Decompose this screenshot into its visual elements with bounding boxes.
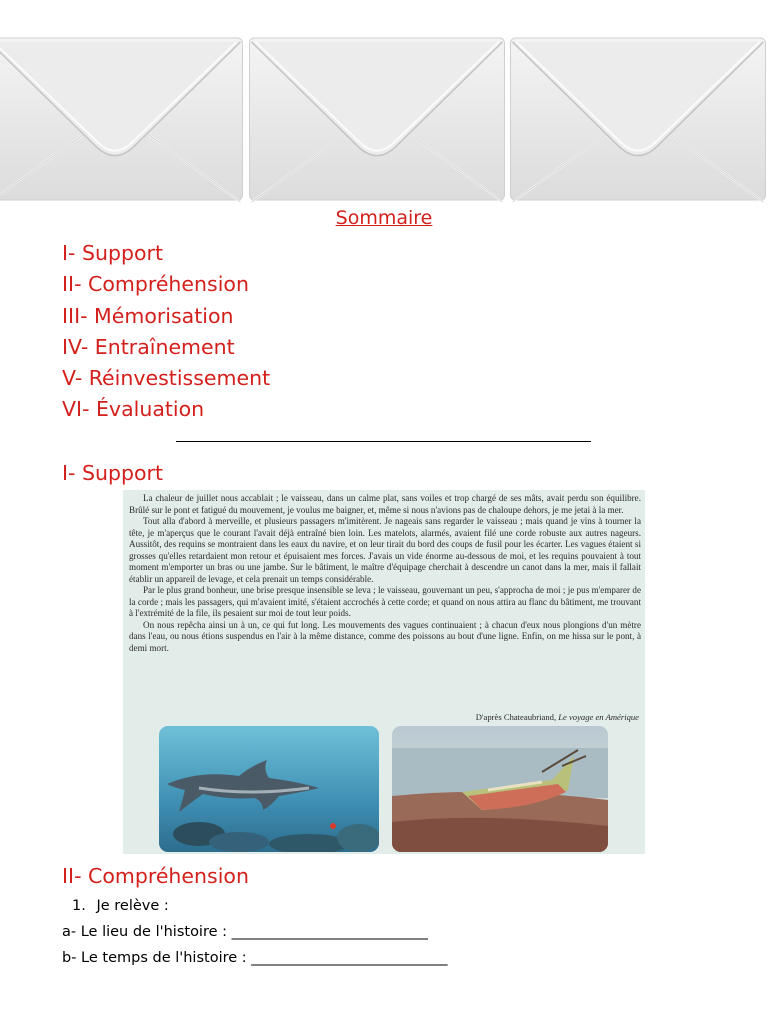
envelope-icon <box>246 36 508 204</box>
toc-item: IV- Entraînement <box>62 334 235 359</box>
support-heading: I- Support <box>62 461 163 485</box>
toc-item: I- Support <box>62 241 163 265</box>
item-number: 1. <box>72 898 86 914</box>
support-paragraph: On nous repêcha ainsi un à un, ce qui fut long. Les mouvements des vagues continuaient ; à chacun d'eux nous plongions d'un mètre dans l'eau, ou nous étions suspendus en l'air à la même distance, comme des poissons au bout d'une ligne. Enfin, on me hissa sur le pont, à demi mort. <box>129 619 641 653</box>
support-paragraph: Par le plus grand bonheur, une brise presque insensible se leva ; le vaisseau, gouvernant un peu, s'approcha de moi ; je pus m'emparer de la corde ; mais les passagers, qui m'avaient imité, s'étaient accrochés à cette corde; et quand on nous attira au flanc du bâtiment, me trouvant à l'extrémité de la file, ils pesaient sur moi de tout leur poids. <box>129 585 641 618</box>
question-b-label: b- Le temps de l'histoire : <box>62 950 252 966</box>
support-source <box>476 712 639 722</box>
question-a <box>62 923 427 941</box>
source-title: Le voyage en Amérique <box>558 712 639 722</box>
toc-item: II- Compréhension <box>62 272 249 297</box>
table-of-contents <box>62 238 270 426</box>
page-title: Sommaire <box>335 207 433 229</box>
question-b <box>62 949 447 967</box>
comprehension-heading: II- Compréhension <box>62 864 249 888</box>
envelope-banner <box>0 36 768 206</box>
support-paragraph: La chaleur de juillet nous accablait ; le vaisseau, dans un calme plat, sans voiles et trop chargé de ses mâts, avait perdu son équilibre. Brûlé sur le pont et fatigué du mouvement, je voulus me baigner, et, même si nous n'avions pas de chaloupe dehors, je me jetai à la mer. <box>129 493 641 515</box>
item-text: Je relève : <box>96 898 169 914</box>
divider <box>176 441 591 442</box>
answer-blank-b[interactable]: _____________________________ <box>251 950 448 966</box>
boat-photo <box>392 726 608 852</box>
question-item <box>72 897 169 915</box>
support-scan <box>123 490 645 854</box>
question-a-label: a- Le lieu de l'histoire : <box>62 924 232 940</box>
shark-photo <box>159 726 379 852</box>
support-paragraph: Tout alla d'abord à merveille, et plusieurs passagers m'imitèrent. Je nageais sans regarder le vaisseau ; mais quand je vins à tourner la tête, je m'aperçus que le courant l'avait déjà entraîné bien loin. Les matelots, alarmés, avaient filé une corde robuste aux autres nageurs. Aussitôt, des requins se montraient dans les eaux du navire, et on leur tirait du bord des coups de fusil pour les écarter. Les vagues étaient si grosses qu'elles retardaient mon retour et épuisaient mes forces. J'avais un vide énorme au-dessous de moi, et les requins pouvaient à tout moment m'emporter un bras ou une jambe. Sur le bâtiment, le maître d'équipage cherchait à descendre un canot dans la mer, mais il fallait établir un appareil de levage, et cela prenait un temps considérable. <box>129 516 641 584</box>
envelope-icon <box>507 36 768 204</box>
toc-item: V- Réinvestissement <box>62 366 271 391</box>
support-text <box>129 493 641 654</box>
source-author: D'après Chateaubriand, <box>475 712 559 722</box>
toc-item: III- Mémorisation <box>62 303 234 328</box>
toc-item: VI- Évaluation <box>62 397 205 422</box>
answer-blank-a[interactable]: _____________________________ <box>231 924 428 940</box>
envelope-icon <box>0 36 246 204</box>
